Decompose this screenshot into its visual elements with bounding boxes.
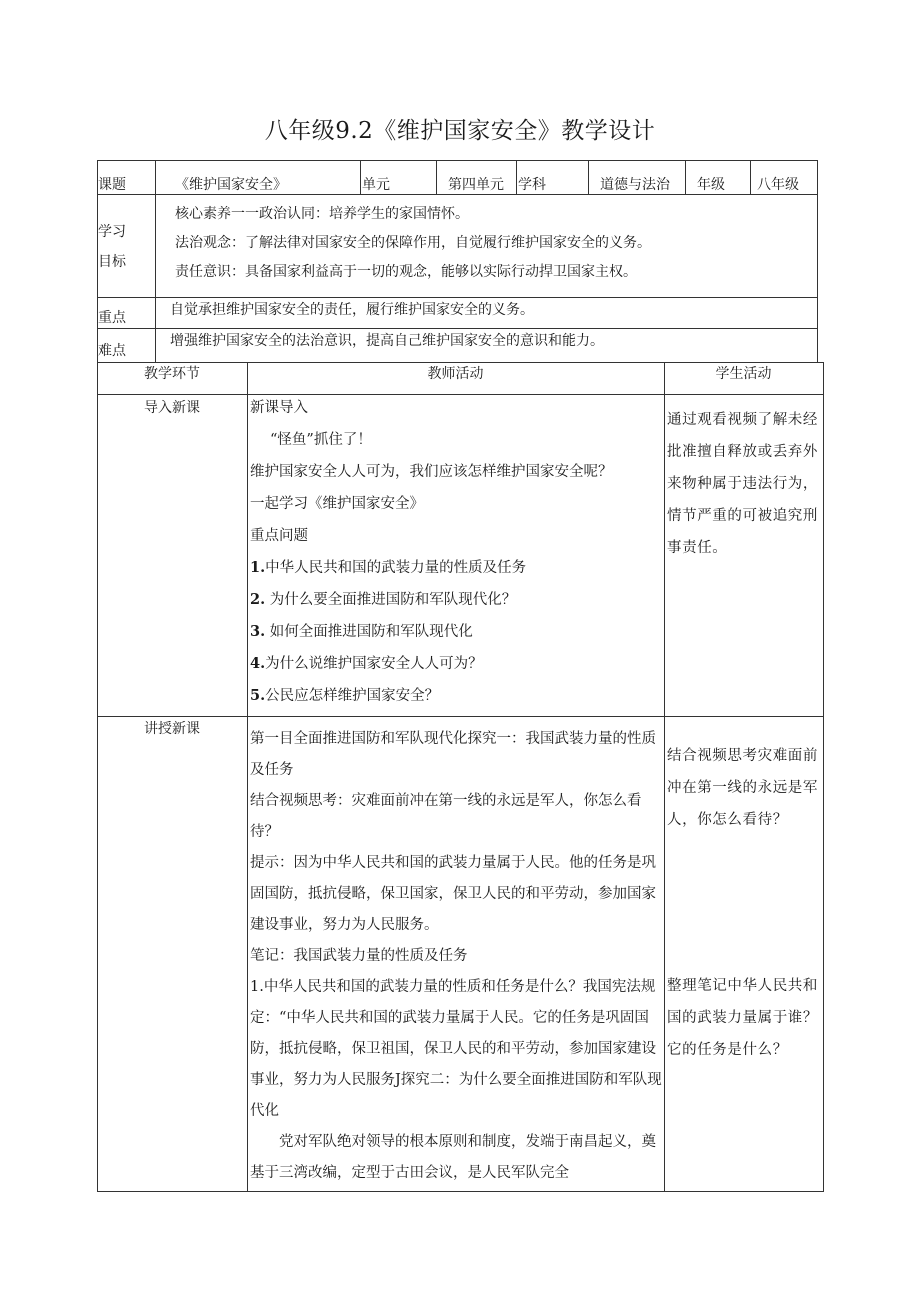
intro-line: 新课导入 bbox=[250, 400, 308, 416]
teach-paragraph: 结合视频思考：灾难面前冲在第一线的永远是军人，你怎么看待？ bbox=[250, 793, 642, 840]
topic-label: 课题 bbox=[98, 177, 126, 193]
question-number: 2. bbox=[250, 591, 266, 608]
intro-line: 维护国家安全人人可为，我们应该怎样维护国家安全呢？ bbox=[250, 464, 613, 480]
intro-line: 重点问题 bbox=[250, 528, 308, 544]
goals-label-2: 目标 bbox=[98, 254, 126, 270]
teach-student-activity-1: 结合视频思考灾难面前冲在第一线的永远是军人，你怎么看待？ bbox=[667, 748, 818, 828]
teach-paragraph: 提示：因为中华人民共和国的武装力量属于人民。他的任务是巩固国防，抵抗侵略，保卫国家，保卫人民的和平劳动，参加国家建设事业，努力为人民服务。 bbox=[250, 855, 656, 933]
key-point-text: 自觉承担维护国家安全的责任，履行维护国家安全的义务。 bbox=[170, 302, 534, 318]
stage-intro: 导入新课 bbox=[144, 400, 200, 416]
question-number: 3. bbox=[250, 623, 266, 640]
unit-label: 单元 bbox=[362, 177, 390, 193]
goal-line: 责任意识：具备国家利益高于一切的观念，能够以实际行动捍卫国家主权。 bbox=[175, 264, 637, 280]
difficulty-label: 难点 bbox=[98, 343, 126, 359]
question-text: 中华人民共和国的武装力量的性质及任务 bbox=[265, 560, 527, 576]
question-number: 5. bbox=[250, 687, 266, 704]
stage-teach: 讲授新课 bbox=[144, 721, 200, 737]
intro-student-activity: 通过观看视频了解未经批准擅自释放或丢弃外来物种属于违法行为，情节严重的可被追究刑事责任。 bbox=[667, 412, 818, 556]
question-text: 为什么说维护国家安全人人可为？ bbox=[265, 656, 483, 672]
question-text: 公民应怎样维护国家安全？ bbox=[265, 688, 440, 704]
question-item bbox=[250, 590, 660, 622]
question-item bbox=[250, 558, 660, 590]
question-text: 为什么要全面推进国防和军队现代化？ bbox=[265, 592, 517, 608]
header-student: 学生活动 bbox=[715, 366, 772, 382]
goal-line: 法治观念：了解法律对国家安全的保障作用，自觉履行维护国家安全的义务。 bbox=[175, 235, 651, 251]
grade-label: 年级 bbox=[697, 177, 725, 193]
intro-teacher-activity bbox=[250, 398, 660, 706]
teach-paragraph: 笔记：我国武装力量的性质及任务 bbox=[250, 948, 468, 964]
teach-student-activity-2: 整理笔记中华人民共和国的武装力量属于谁？它的任务是什么？ bbox=[667, 978, 818, 1058]
unit-value: 第四单元 bbox=[448, 177, 504, 193]
intro-line: “怪鱼”抓住了！ bbox=[270, 432, 372, 448]
page-title: 八年级9.2《维护国家安全》教学设计 bbox=[264, 118, 656, 144]
question-item bbox=[250, 654, 660, 686]
grade-value: 八年级 bbox=[757, 177, 799, 193]
question-item bbox=[250, 622, 660, 654]
intro-line: 一起学习《维护国家安全》 bbox=[250, 496, 424, 512]
teach-paragraph: 1.中华人民共和国的武装力量的性质和任务是什么？我国宪法规定：“中华人民共和国的武装力量属于人民。它的任务是巩固国防，抵抗侵略，保卫祖国，保卫人民的和平劳动，参加国家建设事业，努力为人民服务J探究二：为什么要全面推进国防和军队现代化 bbox=[250, 979, 662, 1119]
subject-label: 学科 bbox=[518, 177, 546, 193]
question-number: 1. bbox=[250, 559, 266, 576]
topic-value: 《维护国家安全》 bbox=[175, 177, 287, 193]
question-item bbox=[250, 686, 660, 706]
teach-paragraph: 第一目全面推进国防和军队现代化探究一：我国武装力量的性质及任务 bbox=[250, 731, 656, 778]
key-point-label: 重点 bbox=[98, 310, 126, 326]
question-number: 4. bbox=[250, 655, 266, 672]
subject-value: 道德与法治 bbox=[600, 177, 670, 193]
teach-teacher-activity bbox=[250, 724, 662, 1189]
goal-line: 核心素养一一政治认同：培养学生的家国情怀。 bbox=[175, 206, 469, 222]
goals-label-1: 学习 bbox=[98, 224, 126, 240]
question-text: 如何全面推进国防和军队现代化 bbox=[265, 624, 473, 640]
header-stage: 教学环节 bbox=[144, 366, 200, 382]
difficulty-text: 增强维护国家安全的法治意识，提高自己维护国家安全的意识和能力。 bbox=[170, 333, 604, 349]
teach-paragraph: 党对军队绝对领导的根本原则和制度，发端于南昌起义，奠基于三湾改编，定型于古田会议，是人民军队完全 bbox=[250, 1134, 656, 1181]
header-teacher: 教师活动 bbox=[427, 366, 484, 382]
